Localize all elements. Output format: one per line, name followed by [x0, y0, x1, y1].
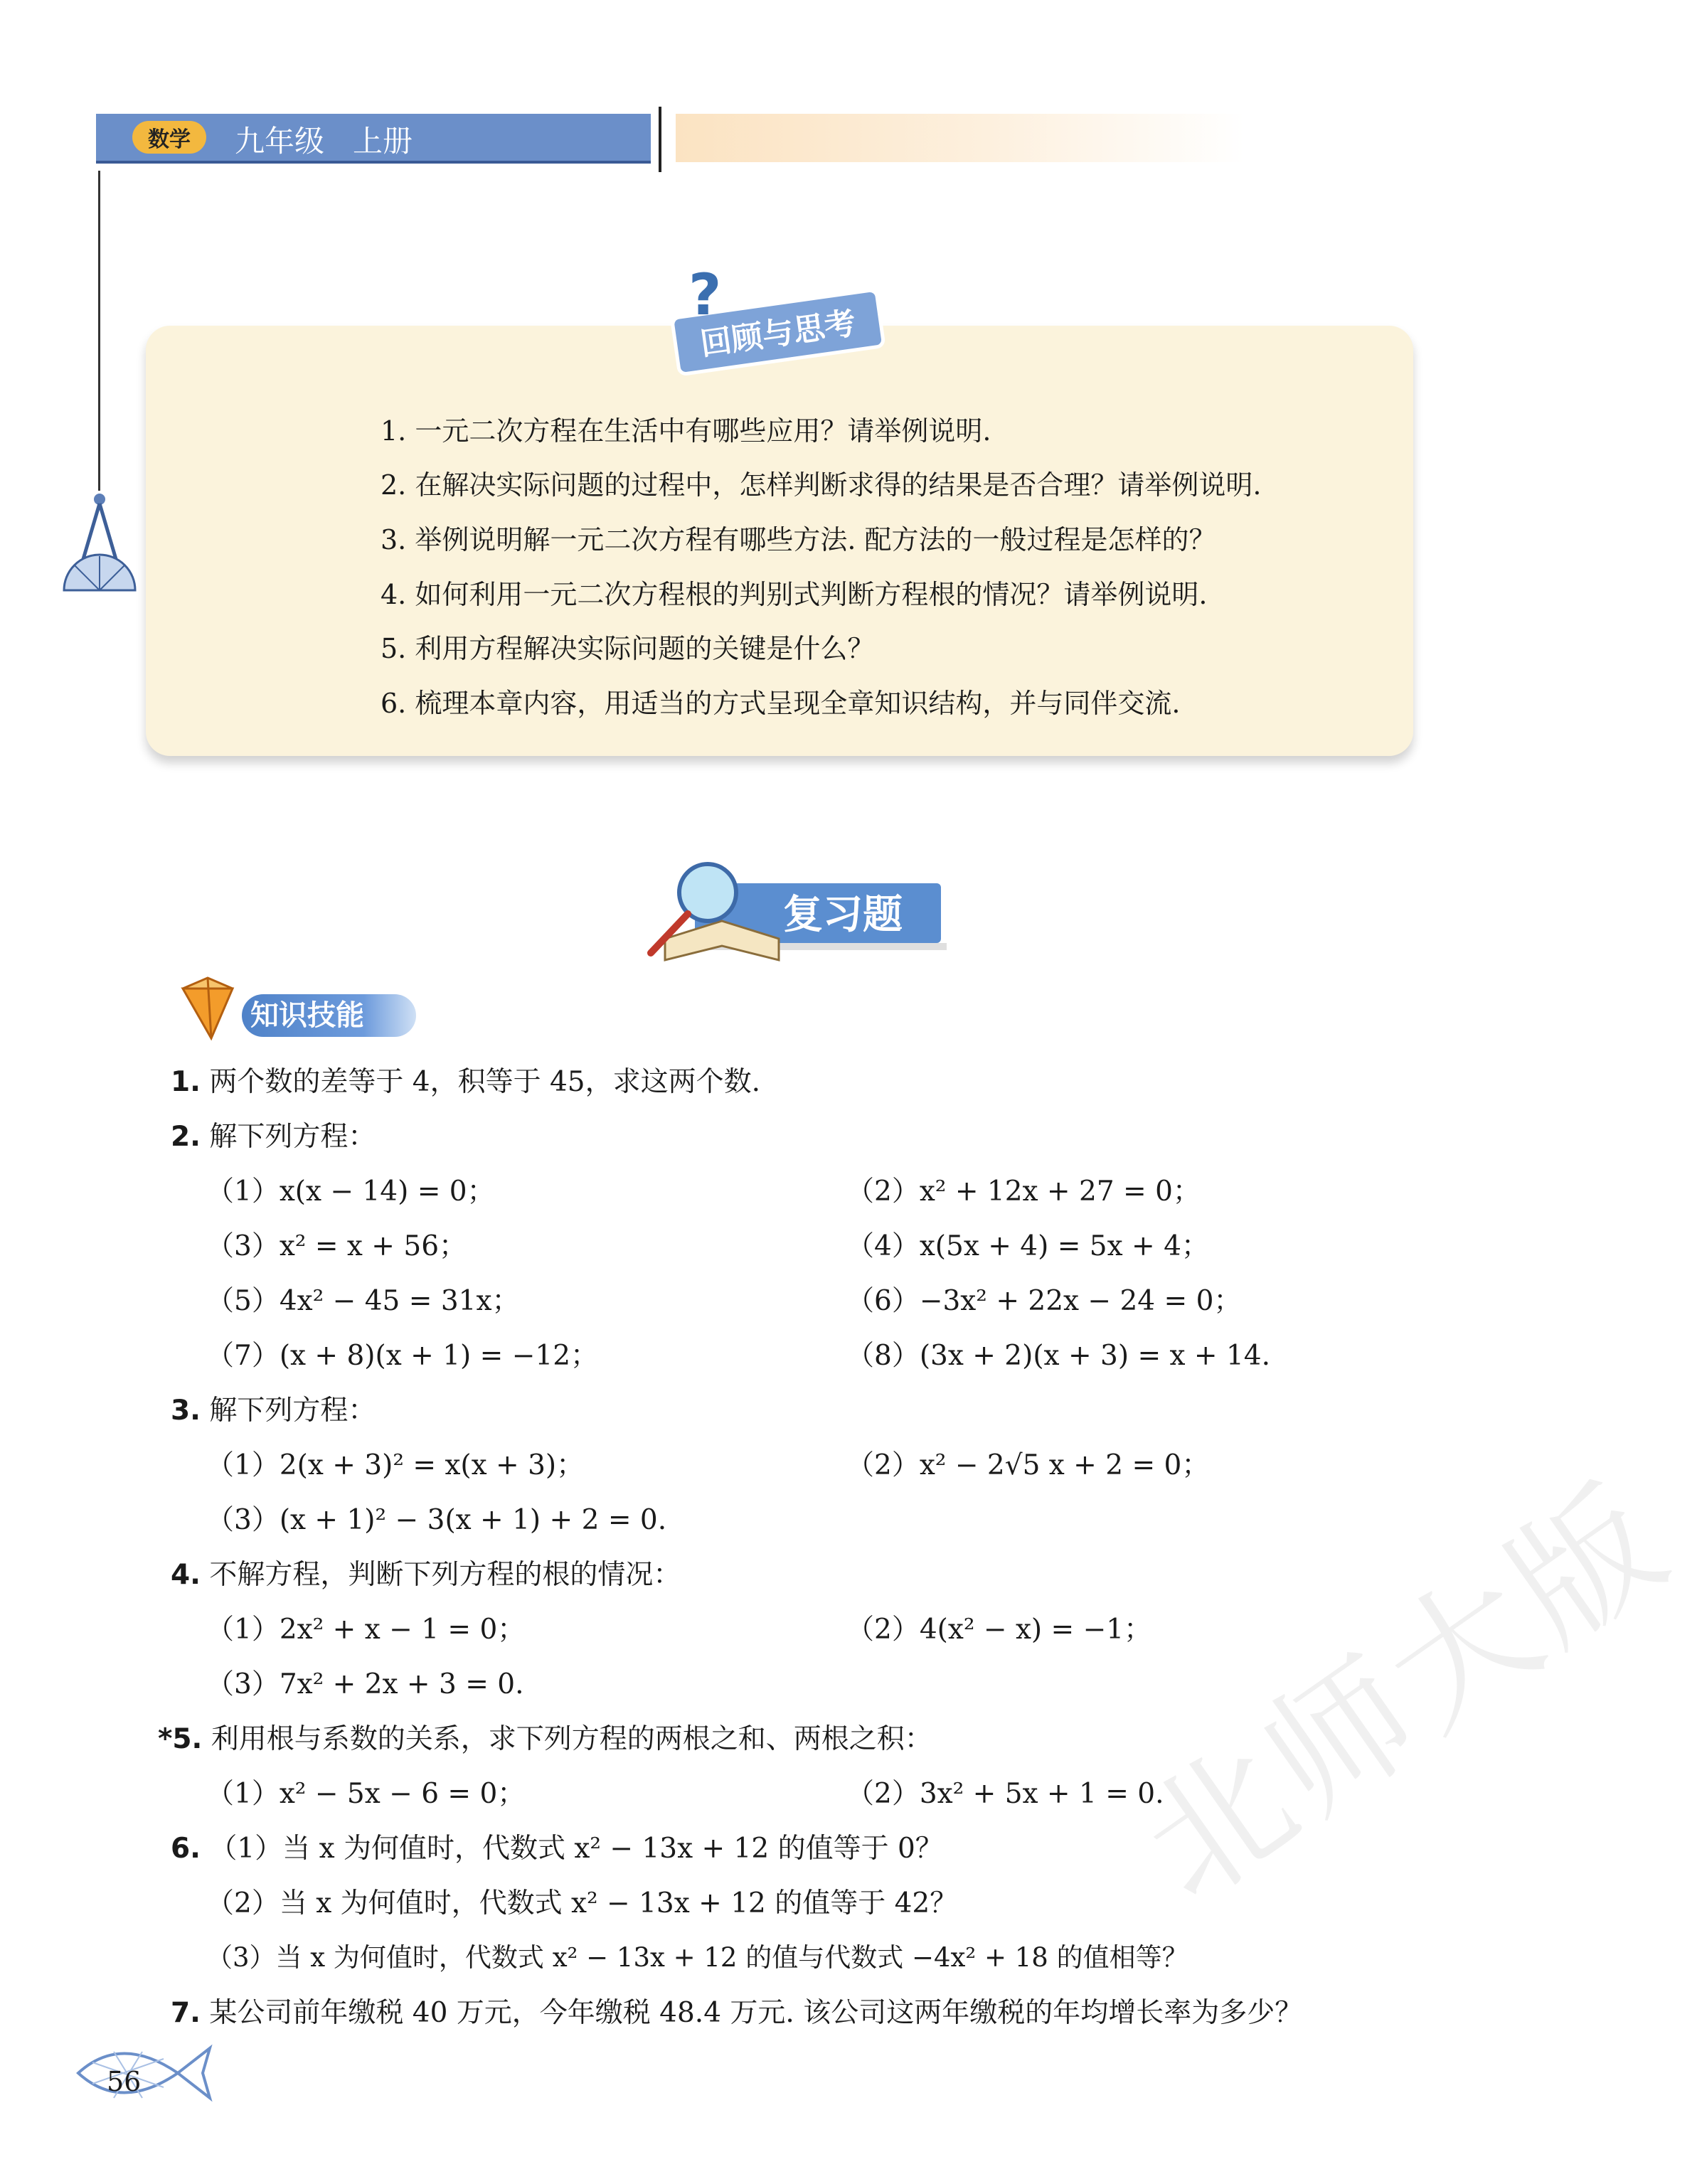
exercise-part: （1）2(x + 3)² = x(x + 3)； [206, 1449, 585, 1481]
exercise-text: 利用根与系数的关系，求下列方程的两根之和、两根之积： [211, 1723, 932, 1755]
exercise-text: 不解方程，判断下列方程的根的情况： [209, 1559, 681, 1591]
exercise-part: （2）x² − 2√5 x + 2 = 0； [846, 1449, 1210, 1481]
exercise-part: （3）(x + 1)² − 3(x + 1) + 2 = 0. [206, 1504, 667, 1536]
publisher-watermark: 北师大版 [1113, 1454, 1698, 1932]
exercise-7 [171, 1991, 1302, 2030]
exercise-part: （2）4(x² − x) = −1； [846, 1614, 1152, 1646]
review-item: 2. 在解决实际问题的过程中，怎样判断求得的结果是否合理？请举例说明. [381, 469, 1262, 501]
exercise-5 [158, 1717, 932, 1757]
header-separator [659, 107, 661, 172]
exercise-part: （3）当 x 为何值时，代数式 x² − 13x + 12 的值与代数式 −4x² + 18 的值相等？ [206, 1942, 1188, 1973]
review-item: 3. 举例说明解一元二次方程有哪些方法. 配方法的一般过程是怎样的？ [381, 524, 1216, 555]
exercise-part: （7）(x + 8)(x + 1) = −12； [206, 1340, 599, 1372]
exercise-part: （2）当 x 为何值时，代数式 x² − 13x + 12 的值等于 42？ [206, 1887, 958, 1919]
exercise-part: （5）4x² − 45 = 31x； [206, 1285, 520, 1317]
page-number: 56 [107, 2066, 142, 2097]
review-exercises-title: 复习题 [783, 892, 903, 938]
exercise-number: 4. [171, 1559, 201, 1591]
subject-badge: 数学 [132, 121, 206, 154]
exercise-number: 7. [171, 1997, 201, 2029]
grade-label: 九年级 上册 [235, 124, 413, 159]
exercise-1 [171, 1060, 760, 1099]
section-label: 知识技能 [250, 999, 364, 1032]
review-item: 5. 利用方程解决实际问题的关键是什么？ [381, 633, 875, 664]
exercise-number: 2. [171, 1121, 201, 1153]
header-gradient-band [676, 114, 1245, 162]
exercise-part: （1）当 x 为何值时，代数式 x² − 13x + 12 的值等于 0？ [209, 1833, 943, 1865]
exercise-number: *5. [158, 1723, 203, 1755]
review-exercises-title-banner [637, 853, 957, 967]
review-reflect-title: 回顾与思考 [698, 304, 858, 363]
exercise-part: （1）x(x − 14) = 0； [206, 1176, 495, 1208]
exercise-text: 两个数的差等于 4，积等于 45，求这两个数. [209, 1066, 760, 1098]
exercise-part: （2）3x² + 5x + 1 = 0. [846, 1778, 1164, 1810]
review-reflect-panel [146, 326, 1413, 756]
exercise-text: 解下列方程： [209, 1395, 376, 1427]
exercise-2 [171, 1114, 376, 1154]
exercise-part: （2）x² + 12x + 27 = 0； [846, 1176, 1201, 1208]
review-item: 6. 梳理本章内容，用适当的方式呈现全章知识结构，并与同伴交流. [381, 688, 1181, 719]
exercise-number: 1. [171, 1066, 201, 1098]
exercise-part: （1）x² − 5x − 6 = 0； [206, 1778, 526, 1810]
exercise-part: （8）(3x + 2)(x + 3) = x + 14. [846, 1340, 1271, 1372]
exercise-part: （4）x(5x + 4) = 5x + 4； [846, 1230, 1209, 1262]
exercise-4 [171, 1552, 681, 1592]
review-item: 4. 如何利用一元二次方程根的判别式判断方程根的情况？请举例说明. [381, 579, 1208, 610]
exercise-part: （3）7x² + 2x + 3 = 0. [206, 1668, 524, 1700]
exercise-text: 某公司前年缴税 40 万元，今年缴税 48.4 万元. 该公司这两年缴税的年均增长率为多少？ [209, 1997, 1303, 2029]
exercise-number: 3. [171, 1395, 201, 1427]
section-pyramid-icon [179, 974, 236, 1040]
exercise-number: 6. [171, 1833, 201, 1865]
margin-rule [98, 171, 100, 491]
review-item: 1. 一元二次方程在生活中有哪些应用？请举例说明. [381, 415, 991, 447]
header-underline [96, 161, 651, 164]
review-reflect-title-tag [660, 262, 895, 371]
exercise-3 [171, 1388, 376, 1428]
compass-icon [57, 491, 142, 597]
question-mark-icon: ? [688, 262, 722, 328]
exercise-6 [171, 1826, 943, 1866]
exercise-text: 解下列方程： [209, 1121, 376, 1153]
exercise-part: （1）2x² + x − 1 = 0； [206, 1614, 526, 1646]
exercise-part: （3）x² = x + 56； [206, 1230, 467, 1262]
exercise-part: （6）−3x² + 22x − 24 = 0； [846, 1285, 1242, 1317]
fish-page-ornament-icon [71, 2034, 213, 2112]
